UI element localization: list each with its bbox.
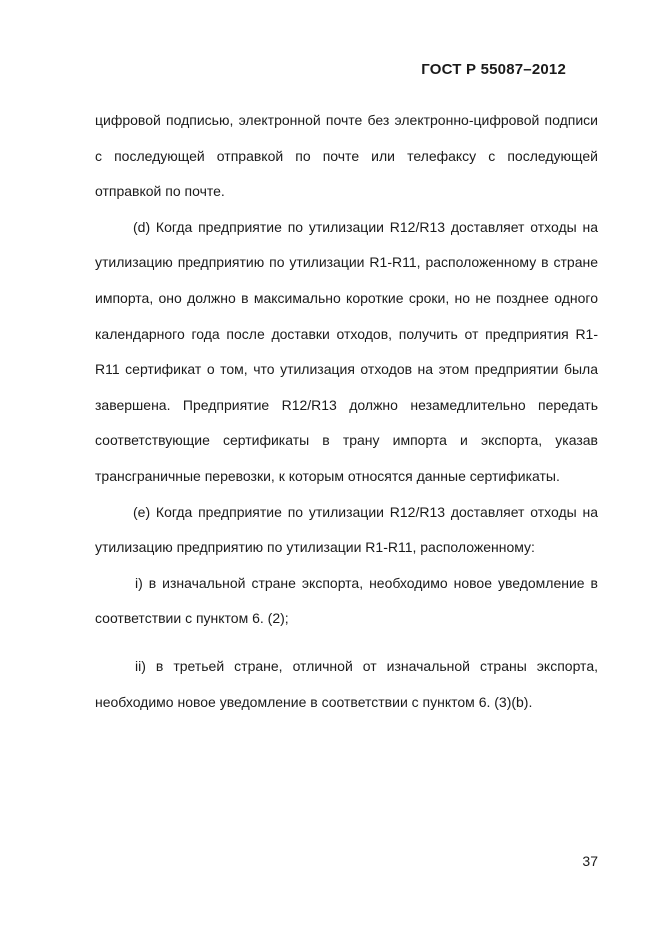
subparagraph-ii: ii) в третьей стране, отличной от изначальной страны экспорта, необходимо новое уведомление в соответствии с пунктом 6. (3)(b). <box>95 657 598 710</box>
page-number: 37 <box>582 853 598 869</box>
paragraph-continuation: цифровой подписью, электронной почте без электронно-цифровой подписи с последующей отправкой по почте или телефаксу с последующей отправкой по почте. <box>95 112 598 200</box>
paragraph-d: (d) Когда предприятие по утилизации R12/R13 доставляет отходы на утилизацию предприятию по утилизации R1-R11, расположенному в стране импорта, оно должно в максимально короткие сроки, но не позднее одного календарного года после доставки отходов, получить от предприятия R1-R11 сертификат о том, что утилизация отходов на этом предприятии была завершена. Предприятие R12/R13 должно незамедлительно передать соответствующие сертификаты в трану импорта и экспорта, указав трансграничные перевозки, к которым относятся данные сертификаты. <box>95 218 598 484</box>
paragraph-e: (е) Когда предприятие по утилизации R12/R13 доставляет отходы на утилизацию предприятию по утилизации R1-R11, расположенному: <box>95 503 598 556</box>
subparagraph-i: i) в изначальной стране экспорта, необходимо новое уведомление в соответствии с пунктом 6. (2); <box>95 574 598 627</box>
document-header: ГОСТ Р 55087–2012 <box>421 61 566 78</box>
document-body <box>95 103 598 720</box>
